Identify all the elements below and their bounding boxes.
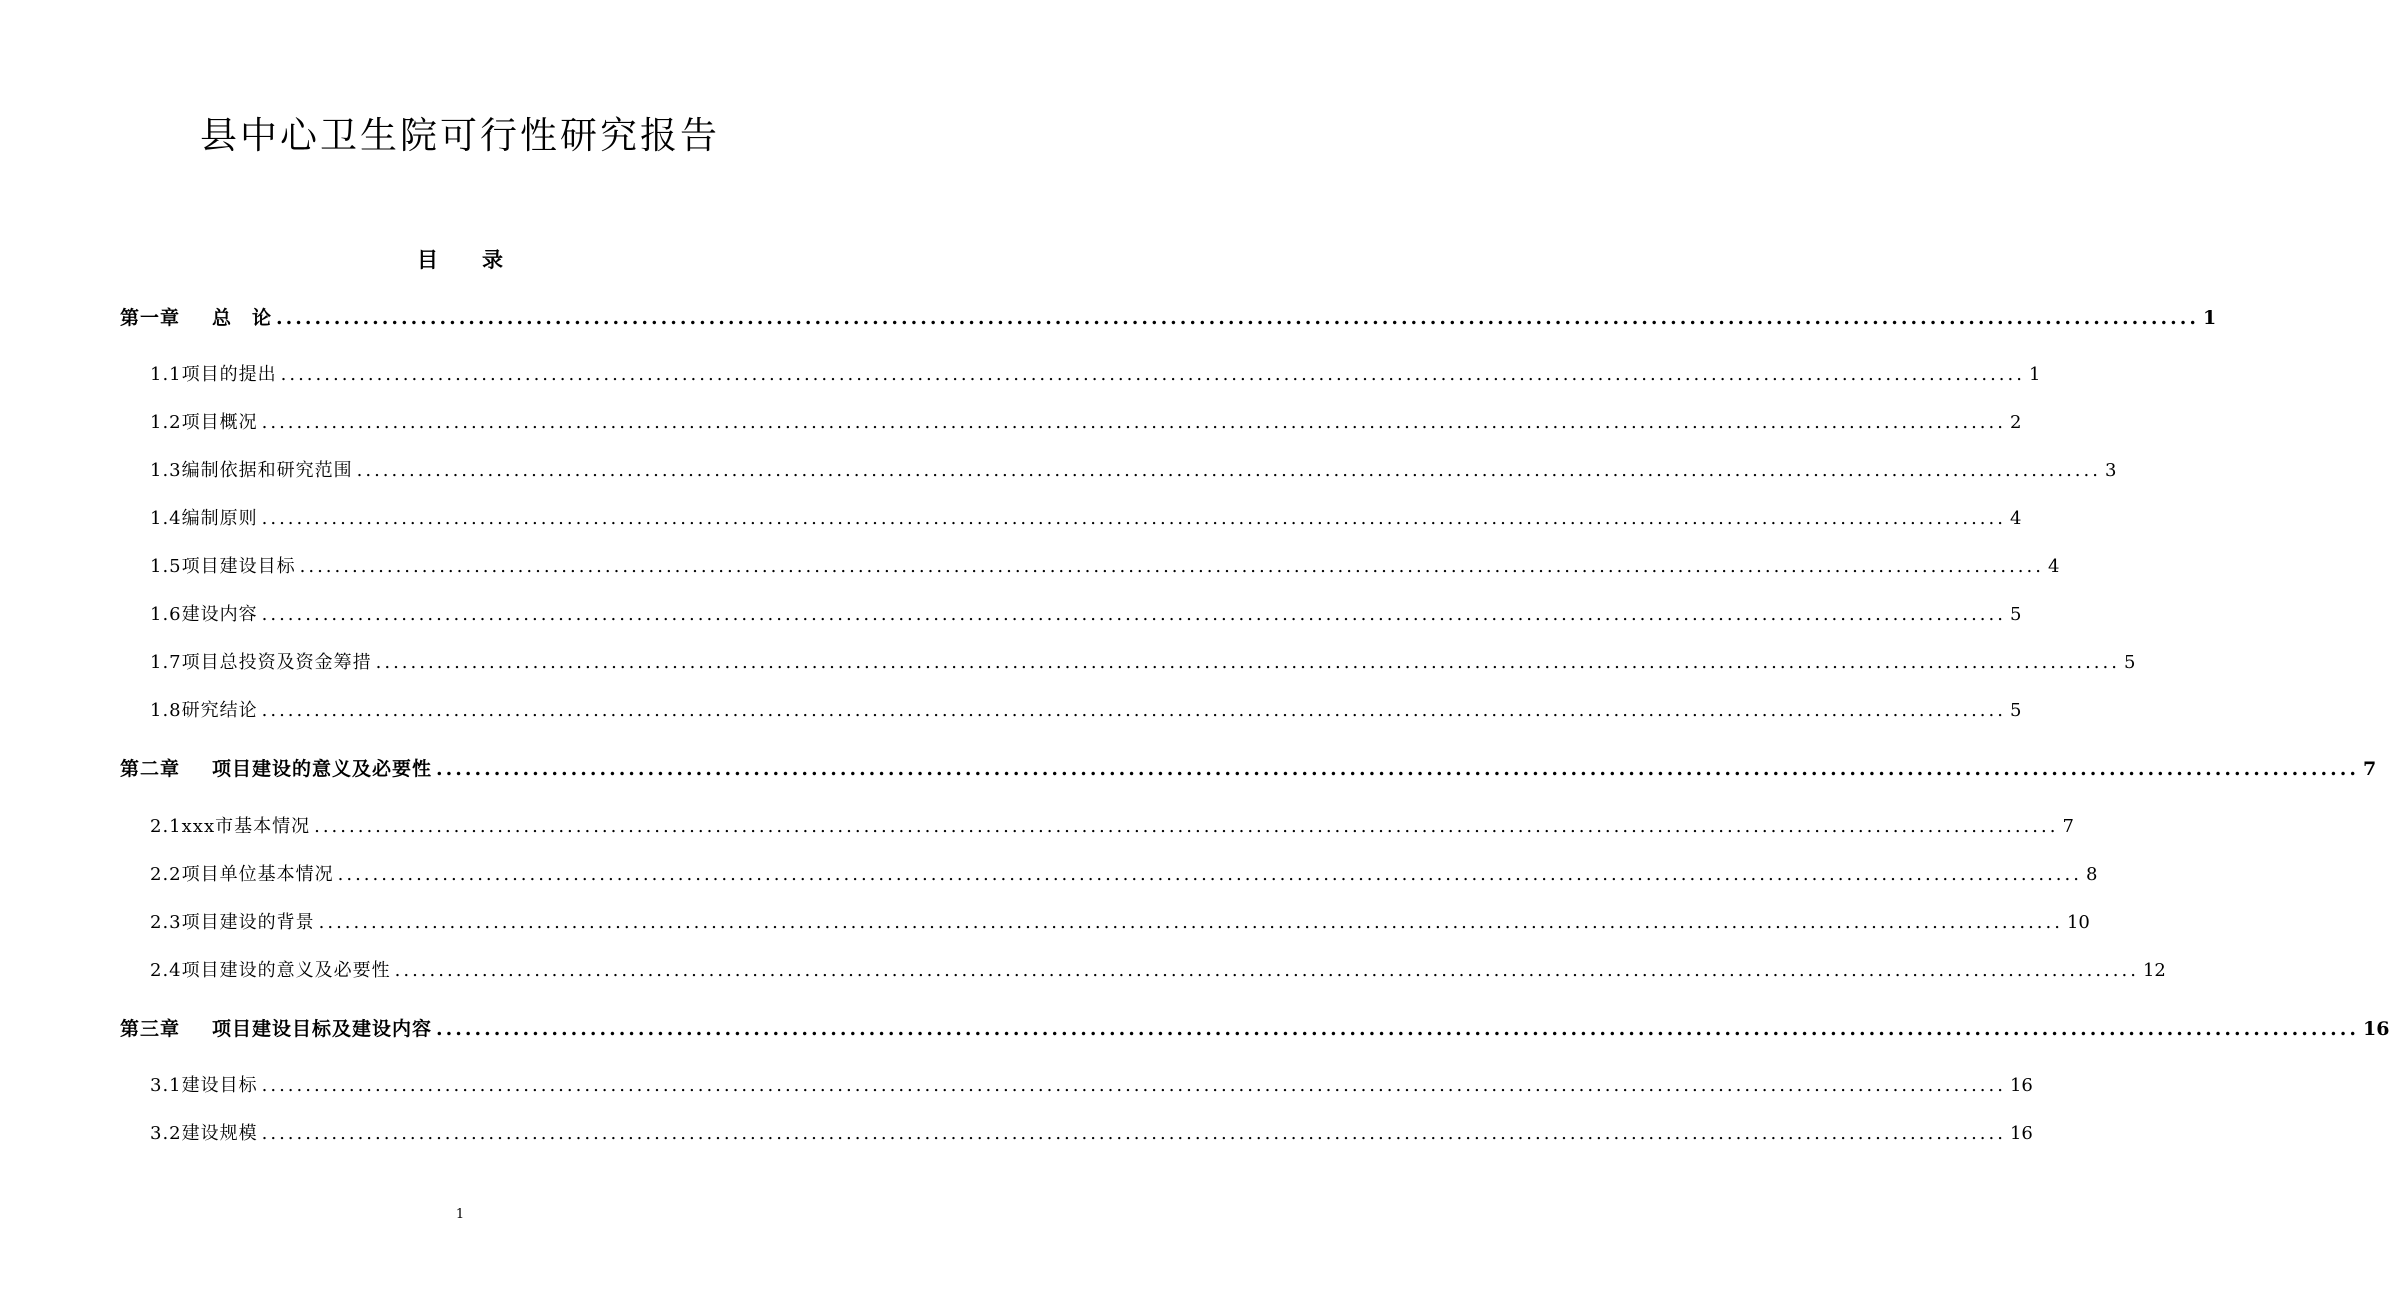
toc-entry-label	[150, 1071, 258, 1097]
toc-dot-leader: ........................................................................................................................................................................................................	[356, 460, 2101, 481]
toc-entry-label	[150, 408, 258, 434]
toc-entry-number: 1.1	[150, 364, 182, 385]
toc-entry-label	[150, 552, 296, 578]
toc-dot-leader: ........................................................................................................................................................................................................	[436, 1018, 2359, 1040]
toc-section-entry[interactable]	[150, 1071, 2033, 1105]
toc-entry-label	[150, 908, 315, 934]
toc-entry-label	[150, 600, 258, 626]
toc-dot-leader: ........................................................................................................................................................................................................	[261, 1075, 2006, 1096]
toc-section-entry[interactable]	[150, 456, 2117, 490]
document-title: 县中心卫生院可行性研究报告	[200, 114, 720, 157]
toc-entry-number: 1.6	[150, 604, 182, 625]
toc-section-entry[interactable]	[150, 648, 2136, 682]
toc-section-entry[interactable]	[150, 908, 2090, 942]
toc-dot-leader: ........................................................................................................................................................................................................	[261, 700, 2006, 721]
toc-section-entry[interactable]	[150, 360, 2041, 394]
toc-section-entry[interactable]	[150, 696, 2022, 730]
toc-dot-leader: ........................................................................................................................................................................................................	[261, 1123, 2006, 1144]
toc-section-entry[interactable]	[150, 600, 2022, 634]
toc-entry-number: 1.4	[150, 508, 182, 529]
toc-section-entry[interactable]	[150, 956, 2166, 990]
toc-dot-leader: ........................................................................................................................................................................................................	[436, 758, 2359, 780]
toc-section-entry[interactable]	[150, 860, 2098, 894]
toc-entry-title: 研究结论	[181, 700, 258, 721]
toc-entry-number: 3.1	[150, 1075, 182, 1096]
toc-entry-title: 建设内容	[181, 604, 258, 625]
toc-dot-leader: ........................................................................................................................................................................................................	[375, 652, 2120, 673]
toc-section-entry[interactable]	[150, 552, 2060, 586]
toc-section-entry[interactable]	[150, 408, 2022, 442]
toc-dot-leader: ........................................................................................................................................................................................................	[314, 816, 2059, 837]
toc-entry-title: 项目建设目标	[181, 556, 296, 577]
toc-entry-number: 2.2	[150, 864, 182, 885]
toc-chapter-entry[interactable]	[120, 303, 2217, 337]
toc-entry-label	[150, 456, 353, 482]
toc-entry-label	[150, 1119, 258, 1145]
toc-entry-title: 建设规模	[181, 1123, 258, 1144]
toc-entry-number: 1.5	[150, 556, 182, 577]
toc-entry-number: 1.8	[150, 700, 182, 721]
toc-entry-number: 1.3	[150, 460, 182, 481]
toc-entry-title: 项目单位基本情况	[181, 864, 334, 885]
toc-entry-label	[150, 956, 391, 982]
toc-dot-leader: ........................................................................................................................................................................................................	[280, 364, 2025, 385]
toc-entry-page: 3	[2104, 460, 2117, 481]
toc-entry-page: 7	[2362, 758, 2377, 780]
toc-entry-page: 5	[2123, 652, 2136, 673]
toc-entry-label	[150, 860, 334, 886]
toc-section-entry[interactable]	[150, 812, 2074, 846]
toc-entry-page: 8	[2085, 864, 2098, 885]
toc-chapter-entry[interactable]	[120, 754, 2377, 788]
toc-entry-title: 项目建设的意义及必要性	[181, 960, 391, 981]
toc-dot-leader: ........................................................................................................................................................................................................	[318, 912, 2063, 933]
toc-section-entry[interactable]	[150, 1119, 2033, 1153]
toc-entry-page: 5	[2009, 604, 2022, 625]
toc-entry-number: 2.1	[150, 816, 182, 837]
toc-entry-page: 4	[2047, 556, 2060, 577]
toc-entry-title: 建设目标	[181, 1075, 258, 1096]
toc-entry-title: xxx市基本情况	[181, 816, 311, 837]
toc-entry-page: 1	[2202, 307, 2217, 329]
toc-entry-title: 项目的提出	[181, 364, 277, 385]
toc-entry-title: 项目建设目标及建设内容	[212, 1018, 433, 1040]
toc-dot-leader: ........................................................................................................................................................................................................	[337, 864, 2082, 885]
page-number: 1	[455, 1207, 465, 1222]
toc-entry-title: 项目概况	[181, 412, 258, 433]
toc-entry-label	[120, 303, 272, 330]
toc-entry-page: 10	[2066, 912, 2090, 933]
toc-entry-number: 第一章	[120, 307, 181, 329]
toc-entry-page: 4	[2009, 508, 2022, 529]
toc-chapter-entry[interactable]	[120, 1014, 2389, 1048]
toc-entry-number: 第二章	[120, 758, 181, 780]
toc-entry-page: 5	[2009, 700, 2022, 721]
toc-dot-leader: ........................................................................................................................................................................................................	[261, 508, 2006, 529]
toc-entry-title: 总 论	[212, 307, 273, 329]
toc-entry-number: 2.4	[150, 960, 182, 981]
toc-entry-page: 12	[2142, 960, 2166, 981]
toc-dot-leader: ........................................................................................................................................................................................................	[261, 604, 2006, 625]
toc-entry-title: 项目建设的意义及必要性	[212, 758, 433, 780]
toc-entry-page: 2	[2009, 412, 2022, 433]
toc-dot-leader: ........................................................................................................................................................................................................	[299, 556, 2044, 577]
toc-entry-title: 编制依据和研究范围	[181, 460, 353, 481]
toc-dot-leader: ........................................................................................................................................................................................................	[394, 960, 2139, 981]
toc-entry-label	[150, 360, 277, 386]
toc-entry-page: 16	[2009, 1123, 2033, 1144]
toc-entry-label	[150, 812, 310, 838]
toc-entry-page: 16	[2362, 1018, 2389, 1040]
toc-entry-label	[120, 1014, 432, 1041]
toc-entry-title: 项目建设的背景	[181, 912, 315, 933]
toc-entry-title: 项目总投资及资金筹措	[181, 652, 372, 673]
toc-entry-label	[150, 648, 372, 674]
toc-entry-page: 7	[2062, 816, 2074, 837]
toc-section-entry[interactable]	[150, 504, 2022, 538]
toc-entry-label	[120, 754, 432, 781]
toc-dot-leader: ........................................................................................................................................................................................................	[261, 412, 2006, 433]
toc-entry-number: 第三章	[120, 1018, 181, 1040]
toc-entry-title: 编制原则	[181, 508, 258, 529]
toc-entry-number: 1.7	[150, 652, 182, 673]
toc-entry-number: 3.2	[150, 1123, 182, 1144]
toc-entry-label	[150, 696, 258, 722]
toc-entry-number: 2.3	[150, 912, 182, 933]
toc-entry-page: 1	[2028, 364, 2041, 385]
toc-entry-number: 1.2	[150, 412, 182, 433]
toc-dot-leader: ........................................................................................................................................................................................................	[276, 307, 2199, 329]
toc-entry-label	[150, 504, 258, 530]
toc-heading: 目录	[417, 247, 547, 272]
toc-entry-page: 16	[2009, 1075, 2033, 1096]
